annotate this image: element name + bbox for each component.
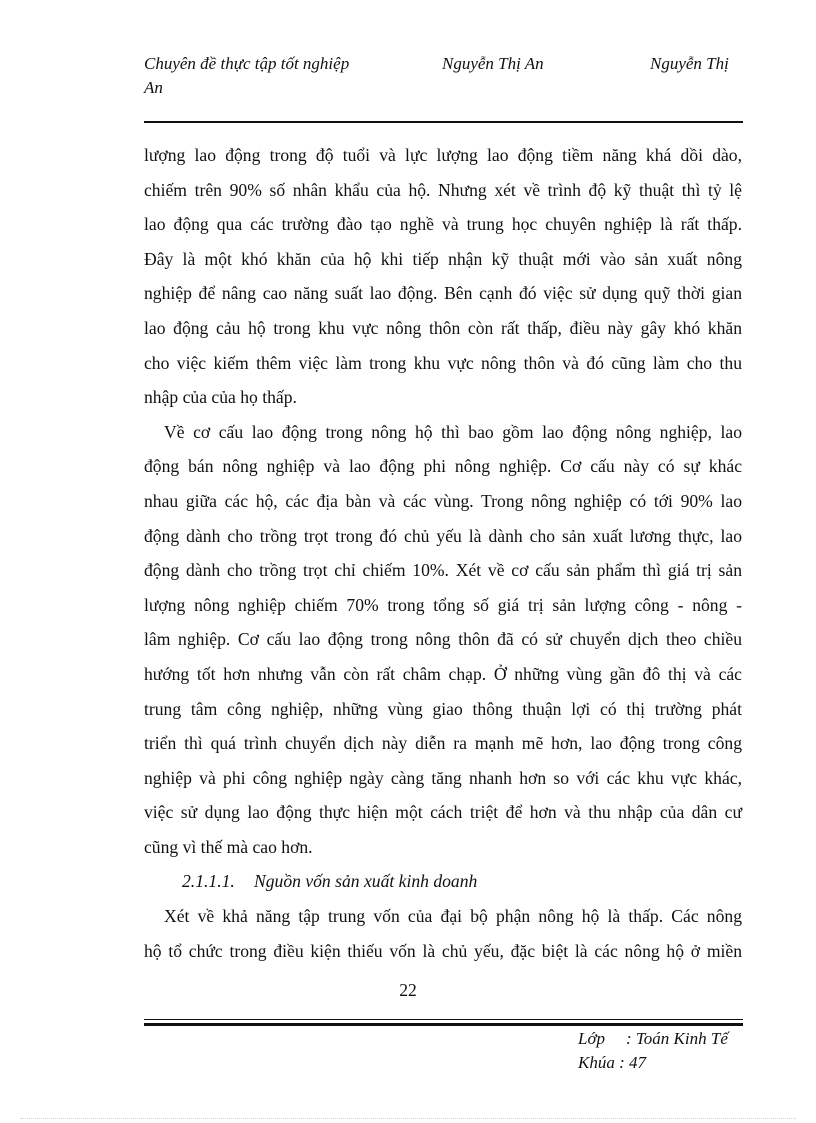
body-line: trung tâm công nghiệp, những vùng giao thông thuận lợi có thị trường phát — [144, 698, 742, 719]
body-line: nghiệp để nâng cao năng suất lao động. Bên cạnh đó việc sử dụng quỹ thời gian — [144, 283, 742, 304]
footer-class-value: : Toán Kinh Tế — [626, 1029, 728, 1048]
body-line: nghiệp và phi công nghiệp ngày càng tăng nhanh hơn so với các khu vực khác, — [144, 767, 742, 788]
body-line: lượng nông nghiệp chiếm 70% trong tổng số giá trị sản lượng công - nông - — [144, 594, 742, 615]
footer-divider-thick — [144, 1023, 743, 1026]
footer-class-label: Lớp — [578, 1029, 606, 1048]
body-line: việc sử dụng lao động thực hiện một cách triệt để hơn và thu nhập của dân cư — [144, 802, 742, 823]
body-line: lượng lao động trong độ tuổi và lực lượng lao động tiềm năng khá dồi dào, — [144, 145, 742, 165]
page-number: 22 — [399, 980, 417, 1000]
body-line: cho việc kiếm thêm việc làm trong khu vực nông thôn và đó cũng làm cho thu — [144, 352, 742, 373]
body-line: lao động qua các trường đào tạo nghề và trung học chuyên nghiệp là rất thấp. — [144, 214, 742, 235]
document-body — [144, 138, 742, 968]
header-divider — [144, 121, 743, 123]
body-line: nhau giữa các hộ, các địa bàn và các vùng. Trong nông nghiệp có tới 90% lao — [144, 490, 742, 511]
section-number: 2.1.1.1. — [182, 871, 235, 892]
body-line: động dành cho trồng trọt chỉ chiếm 10%. Xét về cơ cấu sản phẩm thì giá trị sản — [144, 560, 742, 581]
body-line: lao động cảu hộ trong khu vực nông thôn còn rất thấp, điều này gây khó khăn — [144, 317, 742, 338]
footer-divider-thin — [144, 1019, 743, 1020]
body-line: triển thì quá trình chuyển dịch này diễn ra mạnh mẽ hơn, lao động trong công — [144, 733, 742, 754]
section-heading — [144, 864, 742, 899]
body-line: nhập của của họ thấp. — [144, 387, 297, 408]
section-title: Nguồn vốn sản xuất kinh doanh — [254, 871, 478, 892]
body-line: lâm nghiệp. Cơ cấu lao động trong nông thôn đã có sử chuyển dịch theo chiều — [144, 629, 742, 650]
header-author-repeat-wrap: An — [144, 78, 163, 97]
body-line: Về cơ cấu lao động trong nông hộ thì bao gồm lao động nông nghiệp, lao — [164, 421, 742, 442]
footer-course-row — [578, 1051, 728, 1075]
footer-course-label: Khúa — [578, 1053, 615, 1072]
body-line: động bán nông nghiệp và lao động phi nông nghiệp. Cơ cấu này có sự khác — [144, 456, 742, 477]
body-line: Xét về khả năng tập trung vốn của đại bộ phận nông hộ là thấp. Các nông — [164, 906, 742, 927]
body-line: hướng tốt hơn nhưng vẫn còn rất châm chạp. Ở những vùng gần đô thị và các — [144, 663, 742, 684]
body-line: động dành cho trồng trọt trong đó chủ yếu là dành cho sản xuất lương thực, lao — [144, 525, 742, 546]
footer-class-row — [578, 1027, 728, 1051]
body-line: Đây là một khó khăn của hộ khi tiếp nhận kỹ thuật mới vào sản xuất nông — [144, 248, 742, 269]
body-line: chiếm trên 90% số nhân khẩu của hộ. Nhưng xét về trình độ kỹ thuật thì tỷ lệ — [144, 179, 742, 200]
page-footer — [578, 1027, 728, 1075]
footer-course-value: : 47 — [619, 1053, 647, 1072]
body-line: cũng vì thế mà cao hơn. — [144, 836, 313, 857]
header-author-repeat: Nguyễn Thị — [650, 54, 729, 73]
body-line: hộ tổ chức trong điều kiện thiếu vốn là chủ yếu, đặc biệt là các nông hộ ở miền — [144, 940, 742, 961]
page-edge-border — [20, 1118, 796, 1119]
header-report-title: Chuyên đề thực tập tốt nghiệp — [144, 54, 350, 73]
header-author: Nguyễn Thị An — [442, 54, 544, 73]
